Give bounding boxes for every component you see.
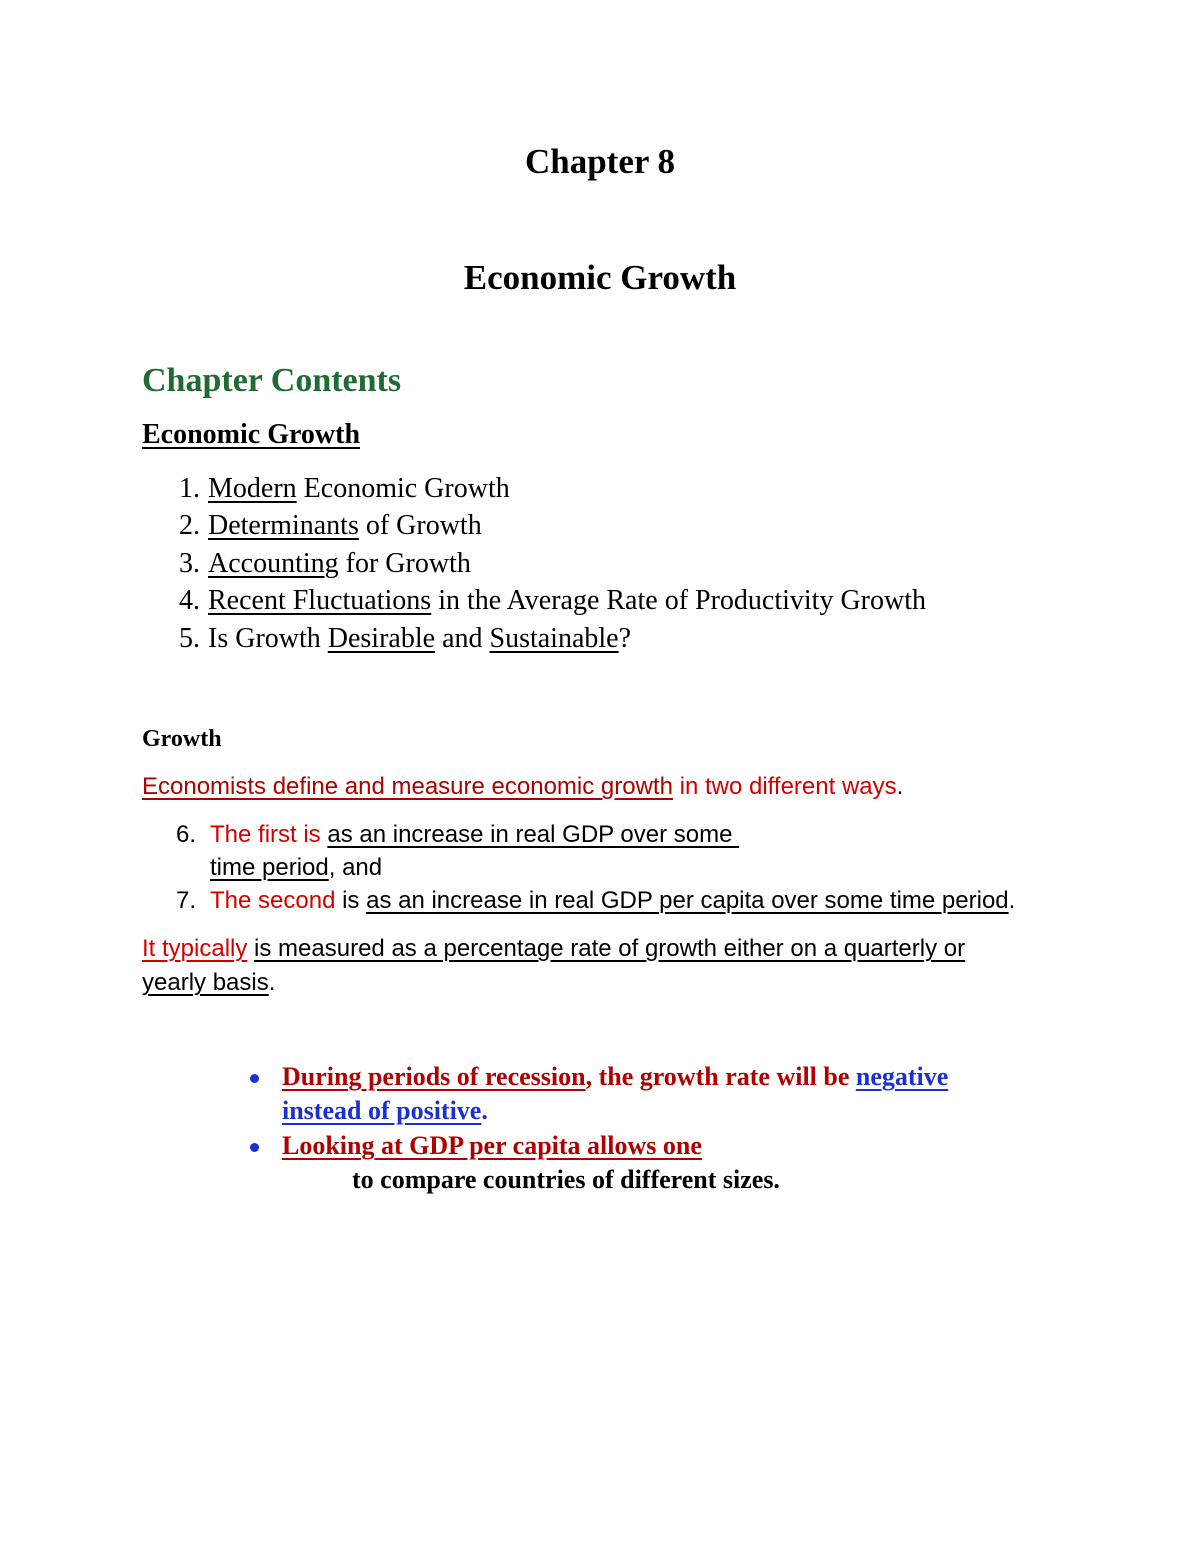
toc-item-2-text: of Growth [358,510,482,541]
toc-item-2-link[interactable]: Determinants [208,510,359,541]
growth-intro-underlined: Economists define and measure economic growth [142,773,673,800]
bullet-1-blue-2: instead of positive [282,1096,482,1125]
bullet-1-icon [250,1074,259,1083]
toc-item-3[interactable] [130,547,471,581]
growth-item-7-mid: is [335,887,367,914]
growth-item-7 [130,885,1015,917]
growth-item-6-underlined-2: time period [210,854,329,881]
bullet-1-red: During periods of recession [282,1062,586,1091]
toc-item-5[interactable] [130,622,631,656]
bullet-1-end: . [481,1096,488,1125]
toc-item-5-link-sustainable[interactable]: Sustainable [489,623,619,654]
growth-intro [142,771,903,803]
toc-item-4-text: in the Average Rate of Productivity Growth [431,585,926,616]
toc-item-5-text-pre: Is Growth [208,623,328,654]
bullet-1-mid: , the growth rate will be [585,1062,856,1091]
toc-item-4[interactable] [130,584,926,618]
toc-item-3-number: 3. [179,548,200,579]
toc-item-1-text: Economic Growth [296,473,510,504]
typically-end: . [268,969,276,996]
growth-item-7-red: The second [210,887,336,914]
bullet-2-line-1 [282,1129,702,1163]
bullet-2-line-2: to compare countries of different sizes. [352,1165,780,1194]
growth-item-6-end: , and [328,854,383,881]
typically-underlined-2: yearly basis [142,969,269,996]
toc-item-5-number: 5. [179,623,200,654]
growth-item-6-line2 [210,852,382,884]
growth-heading: Growth [142,726,222,752]
growth-item-6-underlined-1: as an increase in real GDP over some [327,821,740,848]
toc-item-1-number: 1. [179,473,200,504]
typically-line-1 [142,933,965,965]
typically-line-2 [142,967,275,999]
bullet-2-red: Looking at GDP per capita allows one [282,1131,702,1160]
contents-section-title: Economic Growth [142,419,361,450]
growth-item-7-number: 7. [175,887,196,914]
toc-item-3-link[interactable]: Accounting [208,548,339,579]
toc-item-5-text-mid: and [435,623,490,654]
bullet-1-line-2 [282,1094,488,1128]
toc-item-4-link[interactable]: Recent Fluctuations [208,585,432,616]
toc-item-2[interactable] [130,509,482,543]
growth-item-6 [130,819,739,851]
growth-item-6-number: 6. [175,821,196,848]
toc-item-5-text-end: ? [618,623,632,654]
bullet-1-line-1 [282,1060,948,1094]
bullet-2-icon [250,1143,259,1152]
chapter-title: Economic Growth [463,258,737,297]
toc-item-4-number: 4. [179,585,200,616]
toc-item-1[interactable] [130,472,510,506]
toc-item-5-link-desirable[interactable]: Desirable [327,623,436,654]
toc-item-2-number: 2. [179,510,200,541]
chapter-number: Chapter 8 [524,142,676,181]
growth-item-7-underlined: as an increase in real GDP per capita over some time period [366,887,1009,914]
growth-item-6-red: The first is [210,821,321,848]
growth-intro-period: . [896,773,904,800]
typically-red: It typically [142,935,248,962]
toc-item-3-text: for Growth [338,548,471,579]
bullet-1-blue-1: negative [855,1062,949,1091]
growth-item-7-end: . [1008,887,1016,914]
contents-heading: Chapter Contents [142,362,402,399]
toc-item-1-link[interactable]: Modern [208,473,297,504]
growth-intro-rest: in two different ways [672,773,897,800]
typically-underlined-1: is measured as a percentage rate of growth either on a quarterly or [254,935,966,962]
